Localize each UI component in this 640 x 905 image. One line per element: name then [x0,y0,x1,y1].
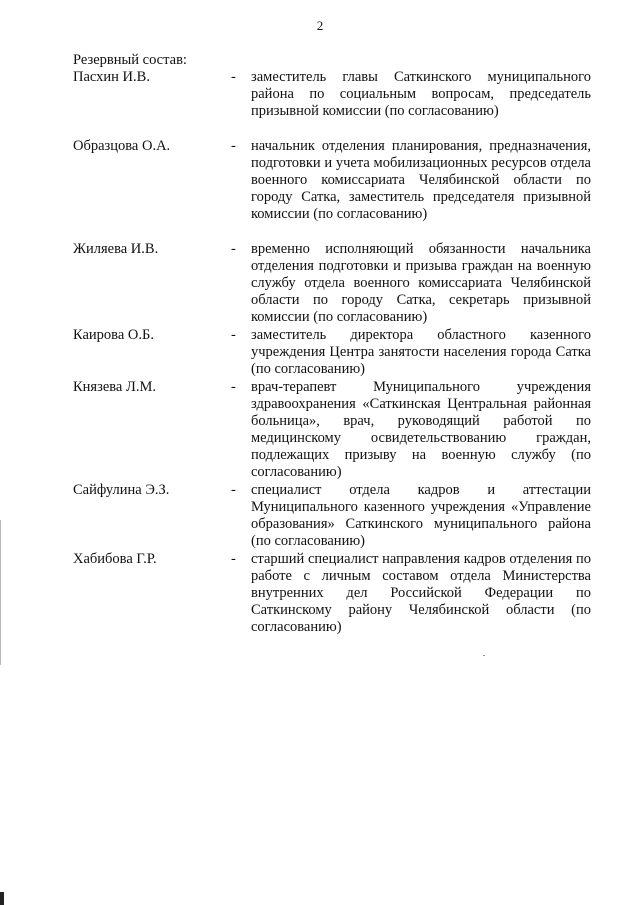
section-title: Резервный состав: [73,52,187,68]
dash-separator: - [231,138,236,154]
dash-separator: - [231,379,236,395]
member-entry [73,379,593,482]
member-entry [73,138,593,241]
dash-separator: - [231,551,236,567]
member-entry [73,241,593,327]
member-role: временно исполняющий обязанности начальника отделения подготовки и призыва граждан на военную службу отдела военного комиссариата Челябинской области по городу Сатка, секретарь призывной комиссии (по согласованию) [251,241,591,325]
dash-separator: - [231,327,236,343]
member-name: Образцова О.А. [73,138,171,154]
scan-edge-mark [0,892,4,905]
member-name: Князева Л.М. [73,379,156,395]
member-name: Хабибова Г.Р. [73,551,157,567]
dash-separator: - [231,69,236,85]
scan-speck [483,655,485,656]
member-entry [73,69,593,138]
member-role: старший специалист направления кадров отделения по работе с личным составом отдела Министерства внутренних дел Российской Федерации по Саткинскому району Челябинской области (по согласованию) [251,551,591,635]
member-entry [73,327,593,379]
member-role: специалист отдела кадров и аттестации Муниципального казенного учреждения «Управление образования» Саткинского муниципального района (по согласованию) [251,482,591,549]
member-entry [73,551,593,637]
member-name: Каирова О.Б. [73,327,154,343]
dash-separator: - [231,482,236,498]
member-role: начальник отделения планирования, предназначения, подготовки и учета мобилизационных ресурсов отдела военного комиссариата Челябинской области по городу Сатка, заместитель председателя призывной комиссии (по согласованию) [251,138,591,222]
member-entry [73,482,593,551]
member-role: заместитель главы Саткинского муниципального района по социальным вопросам, председатель призывной комиссии (по согласованию) [251,69,591,119]
member-role: врач-терапевт Муниципального учреждения здравоохранения «Саткинская Центральная районная больница», врач, руководящий работой по медицинскому освидетельствованию граждан, подлежащих призыву на военную службу (по согласованию) [251,379,591,480]
member-name: Пасхин И.В. [73,69,150,85]
member-name: Жиляева И.В. [73,241,159,257]
dash-separator: - [231,241,236,257]
scan-margin-line [0,520,1,665]
member-list [73,69,593,637]
member-role: заместитель директора областного казенного учреждения Центра занятости населения города Сатка (по согласованию) [251,327,591,377]
member-name: Сайфулина Э.З. [73,482,170,498]
page-number: 2 [316,18,324,33]
